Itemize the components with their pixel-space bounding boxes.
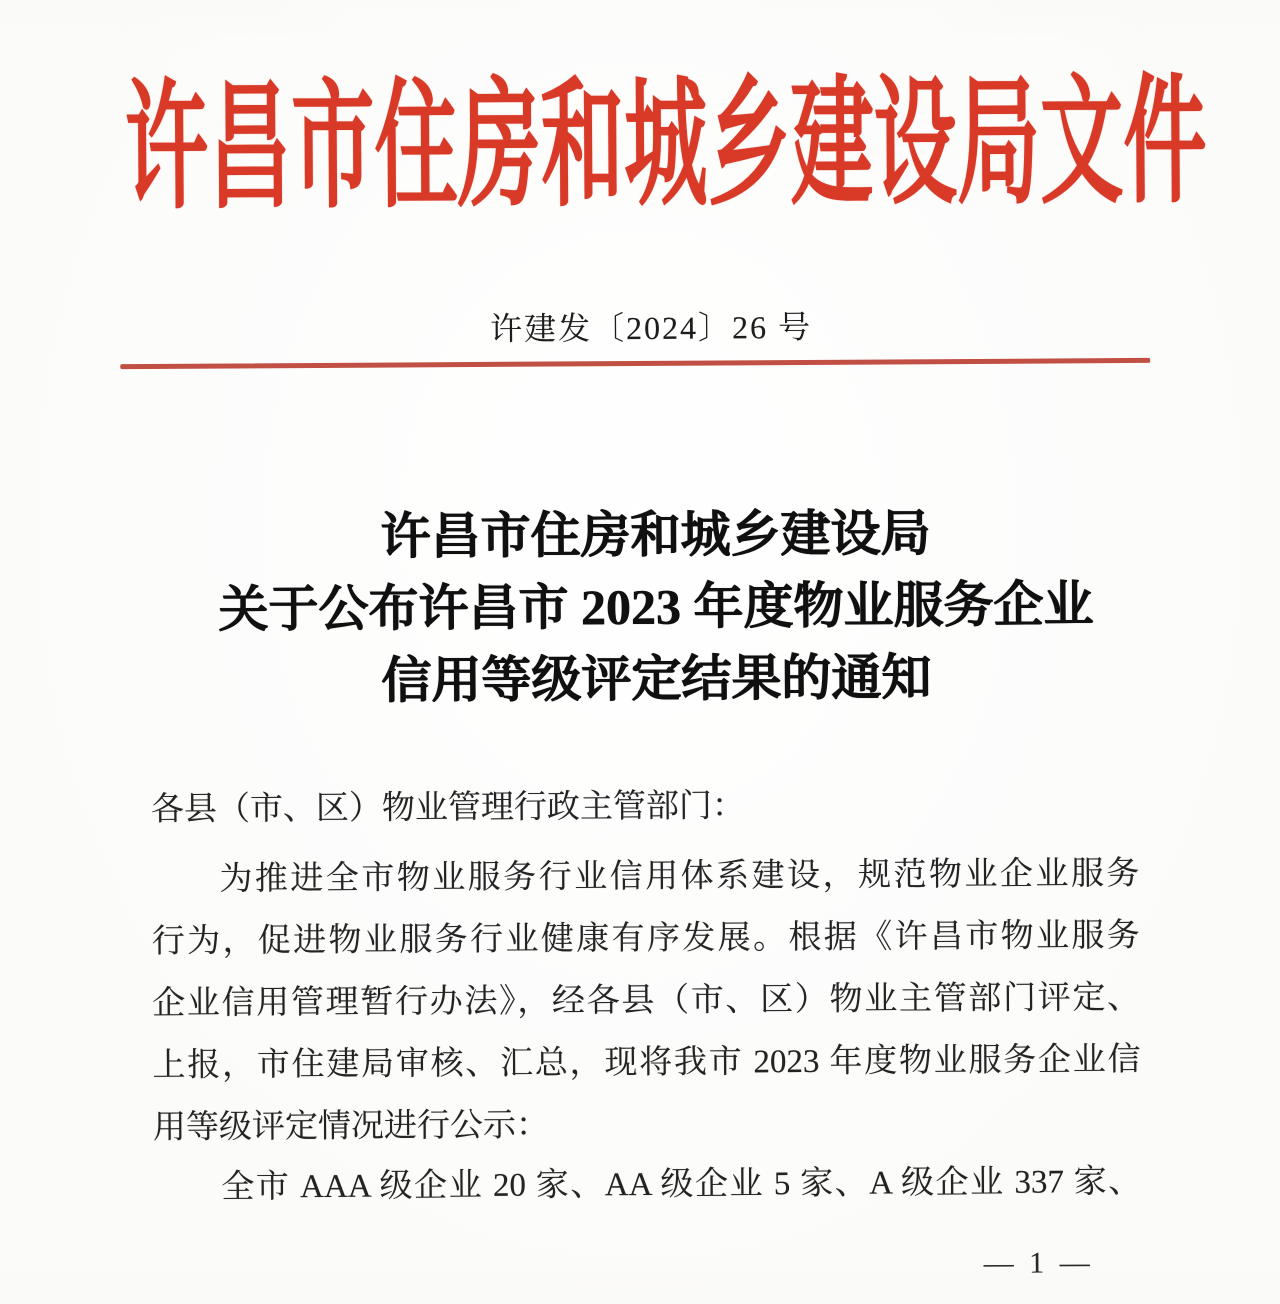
salutation	[151, 773, 1139, 841]
salutation-line: 各县（市、区）物业管理行政主管部门：	[150, 788, 746, 828]
document-title-line-2: 关于公布许昌市 2023 年度物业服务企业	[218, 576, 1094, 638]
body-line: 用等级评定情况进行公示：	[152, 1107, 550, 1146]
document-title	[161, 496, 1150, 718]
body-line: 上报，市住建局审核、汇总，现将我市 2023 年度物业服务企业信	[152, 1041, 1141, 1084]
body-line: 行为，促进物业服务行业健康有序发展。根据《许昌市物业服务	[151, 917, 1140, 960]
red-header-agency-title: 许昌市住房和城乡建设局文件	[124, 65, 1207, 227]
page-number: — 1 —	[983, 1246, 1094, 1280]
red-divider-rule	[120, 358, 1150, 369]
body-line: 企业信用管理暂行办法》，经各县（市、区）物业主管部门评定、	[152, 979, 1141, 1022]
body-paragraph-2	[153, 1151, 1141, 1219]
document-title-line-3: 信用等级评定结果的通知	[380, 649, 932, 709]
document-title-line-1: 许昌市住房和城乡建设局	[380, 505, 931, 565]
body-line: 全市 AAA 级企业 20 家、AA 级企业 5 家、A 级企业 337 家、	[221, 1163, 1142, 1206]
body-line: 为推进全市物业服务行业信用体系建设，规范物业企业服务	[219, 855, 1140, 898]
document-number: 许建发〔2024〕26 号	[489, 308, 813, 347]
body-paragraph-1	[151, 843, 1141, 1159]
